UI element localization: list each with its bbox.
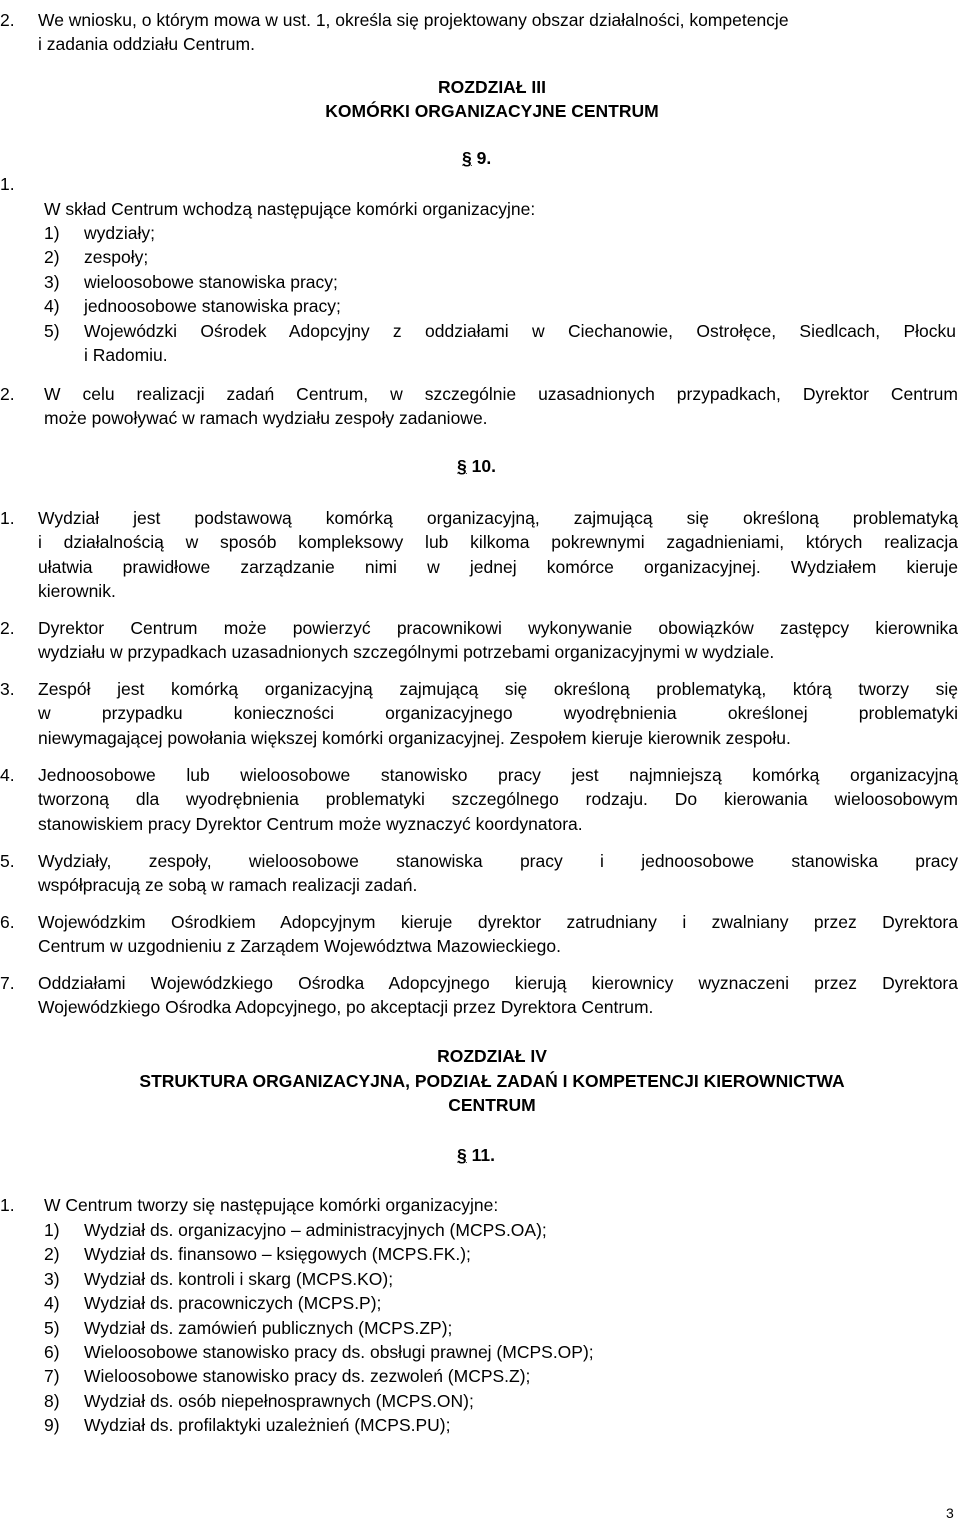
list-item-text: Wydział ds. pracowniczych (MCPS.P); — [84, 1293, 382, 1313]
list-item-number: 3) — [44, 1269, 60, 1289]
section-heading — [462, 147, 491, 169]
list-item-number: 2) — [44, 247, 60, 267]
paragraph-line: W Centrum tworzy się następujące komórki organizacyjne: — [44, 1195, 499, 1215]
list-item-text: Wydział ds. organizacyjno – administracyjnych (MCPS.OA); — [84, 1220, 547, 1240]
chapter-subtitle: KOMÓRKI ORGANIZACYJNE CENTRUM — [325, 101, 659, 121]
paragraph-line: współpracują ze sobą w ramach realizacji zadań. — [38, 875, 418, 895]
list-item-text: Wojewódzki Ośrodek Adopcyjny z oddziałami w Ciechanowie, Ostrołęce, Siedlcach, Płocku — [84, 321, 956, 341]
paragraph-line: i zadania oddziału Centrum. — [38, 34, 255, 54]
page-number: 3 — [946, 1505, 954, 1521]
paragraph-line: ułatwia prawidłowe zarządzanie nimi w jednej komórce organizacyjnej. Wydziałem kieruje — [38, 557, 958, 577]
paragraph-line: tworzoną dla wyodrębnienia problematyki szczególnego rodzaju. Do kierowania wieloosobowym — [38, 789, 958, 809]
list-item-text: Wieloosobowe stanowisko pracy ds. zezwoleń (MCPS.Z); — [84, 1366, 531, 1386]
paragraph-line: stanowiskiem pracy Dyrektor Centrum może wyznaczyć koordynatora. — [38, 814, 583, 834]
list-item-number: 4) — [44, 1293, 60, 1313]
section-number: 9. — [476, 148, 492, 168]
list-item-number: 4) — [44, 296, 60, 316]
list-item-text: Wydział ds. osób niepełnosprawnych (MCPS.ON); — [84, 1391, 474, 1411]
item-number: 1. — [0, 508, 15, 528]
section-symbol: § — [457, 456, 467, 476]
section-heading — [457, 1144, 495, 1166]
list-item-text: Wydział ds. finansowo – księgowych (MCPS.FK.); — [84, 1244, 471, 1264]
paragraph-line: We wniosku, o którym mowa w ust. 1, określa się projektowany obszar działalności, kompetencje — [38, 10, 789, 30]
chapter-title: ROZDZIAŁ IV — [437, 1046, 547, 1066]
list-item-text: wydziały; — [84, 223, 155, 243]
section-symbol: § — [462, 148, 472, 168]
item-number: 7. — [0, 973, 15, 993]
list-item-text: jednoosobowe stanowiska pracy; — [84, 296, 341, 316]
paragraph-line: niewymagającej powołania większej komórki organizacyjnej. Zespołem kieruje kierownik zespołu. — [38, 728, 791, 748]
paragraph-line: Oddziałami Wojewódzkiego Ośrodka Adopcyjnego kierują kierownicy wyznaczeni przez Dyrektora — [38, 973, 958, 993]
section-number: 10. — [471, 456, 496, 476]
paragraph-line: Wojewódzkim Ośrodkiem Adopcyjnym kieruje dyrektor zatrudniany i zwalniany przez Dyrektora — [38, 912, 958, 932]
paragraph-line: Wydziały, zespoły, wieloosobowe stanowiska pracy i jednoosobowe stanowiska pracy — [38, 851, 958, 871]
paragraph-line: Dyrektor Centrum może powierzyć pracownikowi wykonywanie obowiązków zastępcy kierownika — [38, 618, 958, 638]
list-item-text: Wydział ds. profilaktyki uzależnień (MCPS.PU); — [84, 1415, 451, 1435]
item-number: 5. — [0, 851, 15, 871]
item-number: 1. — [0, 1195, 15, 1215]
list-item-text: Wydział ds. kontroli i skarg (MCPS.KO); — [84, 1269, 394, 1289]
paragraph-line: i działalnością w sposób kompleksowy lub kilkoma pokrewnymi zagadnieniami, których realizacja — [38, 532, 958, 552]
list-item-number: 6) — [44, 1342, 60, 1362]
paragraph-line: Wydział jest podstawową komórką organizacyjną, zajmującą się określoną problematyką — [38, 508, 958, 528]
list-item-text: wieloosobowe stanowiska pracy; — [84, 272, 338, 292]
list-item-number: 3) — [44, 272, 60, 292]
list-item-number: 9) — [44, 1415, 60, 1435]
paragraph-line: Wojewódzkiego Ośrodka Adopcyjnego, po akceptacji przez Dyrektora Centrum. — [38, 997, 654, 1017]
paragraph-line: kierownik. — [38, 581, 116, 601]
section-heading — [457, 455, 496, 477]
item-number: 1. — [0, 174, 15, 194]
paragraph-line: Zespół jest komórką organizacyjną zajmującą się określoną problematyką, którą tworzy się — [38, 679, 958, 699]
list-item-number: 1) — [44, 223, 60, 243]
chapter-subtitle: CENTRUM — [448, 1095, 536, 1115]
section-symbol: § — [457, 1145, 467, 1165]
item-number: 3. — [0, 679, 15, 699]
list-item-number: 5) — [44, 1318, 60, 1338]
list-item-number: 1) — [44, 1220, 60, 1240]
list-item-number: 8) — [44, 1391, 60, 1411]
paragraph-line: w przypadku konieczności organizacyjnego wyodrębnienia określonej problematyki — [38, 703, 958, 723]
list-item-text: Wieloosobowe stanowisko pracy ds. obsługi prawnej (MCPS.OP); — [84, 1342, 594, 1362]
list-item-number: 7) — [44, 1366, 60, 1386]
paragraph-line: wydziału w przypadkach uzasadnionych szczególnymi potrzebami organizacyjnymi w wydziale. — [38, 642, 775, 662]
item-number: 6. — [0, 912, 15, 932]
item-number: 4. — [0, 765, 15, 785]
chapter-subtitle: STRUKTURA ORGANIZACYJNA, PODZIAŁ ZADAŃ I KOMPETENCJI KIEROWNICTWA — [139, 1071, 845, 1091]
list-item-text: i Radomiu. — [84, 345, 168, 365]
list-item-text: Wydział ds. zamówień publicznych (MCPS.ZP); — [84, 1318, 453, 1338]
list-item-number: 5) — [44, 321, 60, 341]
section-number: 11. — [471, 1145, 495, 1165]
item-number: 2. — [0, 10, 15, 30]
paragraph-line: Jednoosobowe lub wieloosobowe stanowisko pracy jest najmniejszą komórką organizacyjną — [38, 765, 958, 785]
list-item-text: zespoły; — [84, 247, 149, 267]
item-number: 2. — [0, 384, 15, 404]
paragraph-line: W celu realizacji zadań Centrum, w szczególnie uzasadnionych przypadkach, Dyrektor Centrum — [44, 384, 958, 404]
list-item-number: 2) — [44, 1244, 60, 1264]
paragraph-line: może powoływać w ramach wydziału zespoły zadaniowe. — [44, 408, 488, 428]
paragraph-line: Centrum w uzgodnieniu z Zarządem Województwa Mazowieckiego. — [38, 936, 561, 956]
chapter-title: ROZDZIAŁ III — [438, 77, 546, 97]
paragraph-line: W skład Centrum wchodzą następujące komórki organizacyjne: — [44, 199, 536, 219]
item-number: 2. — [0, 618, 15, 638]
